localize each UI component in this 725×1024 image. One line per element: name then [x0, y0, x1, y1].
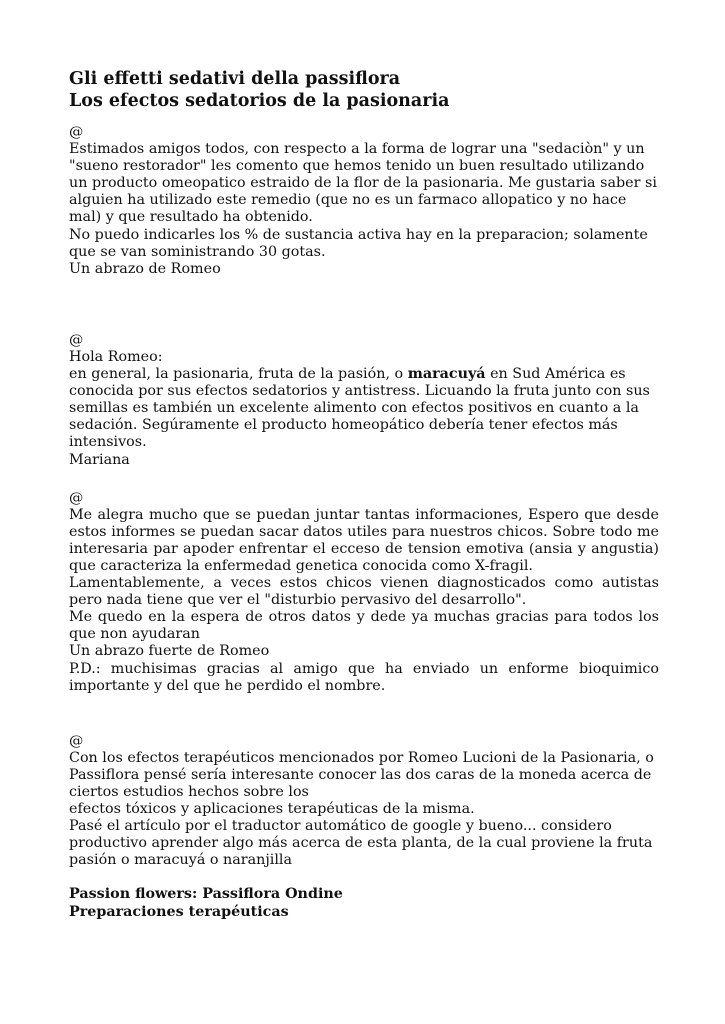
post-4: [69, 733, 659, 870]
post-text: en general, la pasionaria, fruta de la pasión, o: [69, 366, 408, 383]
post-paragraph: Me alegra mucho que se puedan juntar tantas informaciones, Espero que desde estos informes se puedan sacar datos utiles para nuestros chicos. Sobre todo me interesaria par apoder enfrentar el ecceso de tension emotiva (ansia y angustia) que caracteriza la enfermedad genetica conocida como X-fragil.: [69, 506, 659, 574]
title-italian: Gli effetti sedativi della passiflora: [69, 69, 401, 89]
post-paragraph: Me quedo en la espera de otros datos y dede ya muchas gracias para todos los que non ayudaran: [69, 609, 659, 643]
post-2: [69, 332, 659, 469]
document-page: [69, 68, 659, 921]
post-marker: @: [69, 331, 84, 348]
post-signature: Un abrazo fuerte de Romeo: [69, 643, 270, 660]
post-paragraph: Lamentablemente, a veces estos chicos vienen diagnosticados como autistas pero nada tiene que ver el "disturbio pervasivo del desarrollo".: [69, 575, 659, 609]
post-paragraph: Con los efectos terapéuticos mencionados por Romeo Lucioni de la Pasionaria, o Passiflora pensé sería interesante conocer las dos caras de la moneda acerca de ciertos estudios hechos sobre los: [69, 749, 654, 800]
post-paragraph: efectos tóxicos y aplicaciones terapéuticas de la misma.: [69, 801, 475, 818]
post-paragraph: [69, 366, 659, 451]
post-text: en Sud América es conocida por sus efectos sedatorios y antistress. Licuando la fruta junto con sus semillas es también un excelente alimento con efectos positivos en cuanto a la sedación. Segúramente el producto homeopático debería tener efectos más intensivos.: [69, 366, 650, 451]
post-paragraph: Pasé el artículo por el traductor automático de google y bueno... considero productivo aprender algo más acerca de esta planta, de la cual proviene la fruta pasión o maracuyá o naranjilla: [69, 818, 653, 869]
post-paragraph: Estimados amigos todos, con respecto a la forma de lograr una "sedaciòn" y un "sueno restorador" les comento que hemos tenido un buen resultado utilizando un producto omeopatico estraido de la flor de la pasionaria. Me gustaria saber si alguien ha utilizado este remedio (que no es un farmaco allopatico y no hace mal) y que resultado ha obtenido.: [69, 141, 657, 226]
section-heading-preparaciones: Preparaciones terapéuticas: [69, 903, 289, 920]
post-1: [69, 124, 659, 278]
post-3: [69, 490, 659, 695]
post-paragraph: No puedo indicarles los % de sustancia activa hay en la preparacion; solamente que se van soministrando 30 gotas.: [69, 226, 648, 260]
post-marker: @: [69, 732, 84, 749]
bold-keyword: maracuyá: [407, 366, 486, 383]
post-signature: Un abrazo de Romeo: [69, 260, 221, 277]
post-greeting: Hola Romeo:: [69, 348, 163, 365]
post-postscript: P.D.: muchisimas gracias al amigo que ha enviado un enforme bioquimico importante y del que he perdido el nombre.: [69, 660, 659, 694]
section-heading-passion-flowers: Passion flowers: Passiflora Ondine: [69, 886, 343, 903]
post-marker: @: [69, 124, 84, 140]
post-signature: Mariana: [69, 451, 130, 468]
title-spanish: Los efectos sedatorios de la pasionaria: [69, 91, 450, 111]
post-marker: @: [69, 489, 84, 506]
